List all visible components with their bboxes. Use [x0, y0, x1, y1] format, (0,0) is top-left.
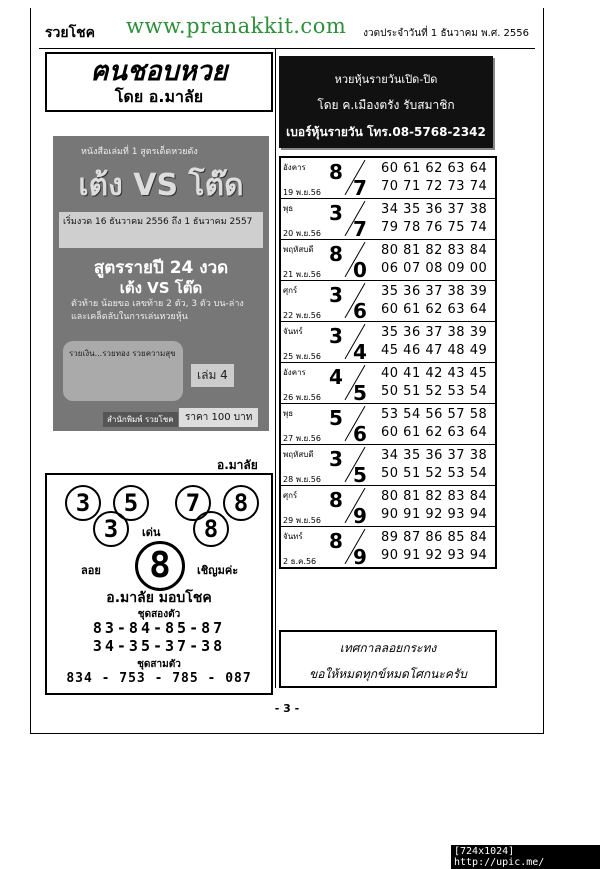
number-set — [381, 447, 491, 483]
promo-price: ราคา 100 บาท — [179, 408, 258, 427]
schedule-day: พฤหัสบดี — [283, 450, 314, 459]
number-row: 50 51 52 53 54 — [381, 384, 488, 399]
schedule-row — [281, 322, 495, 363]
festival-message-box — [279, 630, 497, 688]
schedule-date: 22 พ.ย.56 — [283, 311, 321, 320]
number-row: 35 36 37 38 39 — [381, 284, 488, 299]
schedule-day: อังคาร — [283, 163, 306, 172]
schedule-day: จันทร์ — [283, 532, 303, 541]
schedule-day: พุธ — [283, 409, 294, 418]
key-digit-open: 3 — [329, 201, 343, 225]
key-digits — [329, 158, 373, 198]
circle-number: 3 — [65, 485, 101, 521]
column-title-box — [45, 52, 273, 112]
number-set — [381, 242, 491, 278]
invite-label: เชิญมค่ะ — [197, 564, 239, 577]
key-digit-close: 5 — [353, 381, 367, 405]
website-url[interactable]: www.pranakkit.com — [126, 14, 347, 38]
key-digit-open: 4 — [329, 365, 343, 389]
festival-line1: เทศกาลลอยกระทง — [339, 641, 437, 655]
number-row: 35 36 37 38 39 — [381, 325, 488, 340]
stock-header-line1: หวยหุ้นรายวันเปิด-ปิด — [334, 73, 438, 86]
image-host-stamp: [724x1024] http://upic.me/ — [451, 845, 600, 869]
number-row: 34 35 36 37 38 — [381, 202, 488, 217]
two-digit-row: 34-35-37-38 — [92, 637, 226, 655]
play-label: เด่น — [142, 526, 161, 539]
schedule-row — [281, 158, 495, 199]
header-divider — [39, 48, 535, 49]
circle-number: 3 — [93, 511, 129, 547]
key-digit-open: 8 — [329, 488, 343, 512]
schedule-day: ศุกร์ — [283, 491, 298, 500]
two-digit-row: 83-84-85-87 — [92, 619, 226, 637]
lucky-box-byline: อ.มาลัย — [217, 458, 258, 472]
schedule-day: พุธ — [283, 204, 294, 213]
header-title: รวยโชค — [45, 25, 95, 41]
number-set — [381, 283, 491, 319]
number-set — [381, 324, 491, 360]
schedule-day: อังคาร — [283, 368, 306, 377]
key-digits — [329, 445, 373, 485]
schedule-row — [281, 404, 495, 445]
key-digits — [329, 527, 373, 567]
promo-description: ตัวท้าย น้อยขอ เลขท้าย 2 ตัว, 3 ตัว บน-ล่าง และเคล็ดลับในการเล่นหวยหุ้น — [71, 299, 244, 322]
schedule-date: 21 พ.ย.56 — [283, 270, 321, 279]
key-digit-close: 4 — [353, 340, 367, 364]
schedule-date: 28 พ.ย.56 — [283, 475, 321, 484]
schedule-day: พฤหัสบดี — [283, 245, 314, 254]
schedule-date: 20 พ.ย.56 — [283, 229, 321, 238]
three-digit-label: ชุดสามตัว — [137, 659, 181, 670]
key-digits — [329, 322, 373, 362]
column-title: ฅนชอบหวย — [90, 56, 228, 87]
circle-number: 5 — [113, 485, 149, 521]
key-digits — [329, 404, 373, 444]
main-digit-circle: 8 — [135, 541, 185, 591]
schedule-day: ศุกร์ — [283, 286, 298, 295]
promo-publisher: สำนักพิมพ์ รวยโชค — [103, 412, 178, 427]
schedule-row — [281, 363, 495, 404]
schedule-date: 26 พ.ย.56 — [283, 393, 321, 402]
promo-formula: สูตรรายปี 24 งวด — [93, 258, 229, 278]
daily-schedule-table — [279, 156, 497, 569]
stock-lottery-header — [279, 56, 493, 148]
key-digit-open: 3 — [329, 324, 343, 348]
number-set — [381, 201, 491, 237]
key-digit-open: 8 — [329, 529, 343, 553]
schedule-row — [281, 486, 495, 527]
circle-number: 8 — [193, 511, 229, 547]
key-digit-close: 5 — [353, 463, 367, 487]
signature: อ.มาลัย มอบโชค — [106, 590, 212, 606]
schedule-row — [281, 281, 495, 322]
schedule-row — [281, 527, 495, 567]
number-row: 60 61 62 63 64 — [381, 161, 488, 176]
key-digit-open: 8 — [329, 160, 343, 184]
key-digits — [329, 363, 373, 403]
number-set — [381, 488, 491, 524]
promo-tagline: หนังสือเล่มที่ 1 สูตรเด็ดหวยดัง — [81, 147, 198, 157]
key-digit-open: 8 — [329, 242, 343, 266]
number-row: 90 91 92 93 94 — [381, 548, 488, 563]
column-author: โดย อ.มาลัย — [114, 87, 204, 106]
number-row: 60 61 62 63 64 — [381, 302, 488, 317]
number-row: 50 51 52 53 54 — [381, 466, 488, 481]
issue-date: งวดประจำวันที่ 1 ธันวาคม พ.ศ. 2556 — [363, 28, 529, 39]
key-digit-close: 9 — [353, 504, 367, 528]
key-digits — [329, 281, 373, 321]
page-number: - 3 - — [274, 702, 300, 715]
key-digit-close: 0 — [353, 258, 367, 282]
key-digit-close: 7 — [353, 176, 367, 200]
two-digit-label: ชุดสองตัว — [137, 609, 181, 620]
stock-header-line2: โดย ค.เมืองตรัง รับสมาชิก — [317, 98, 455, 112]
schedule-day: จันทร์ — [283, 327, 303, 336]
schedule-date: 25 พ.ย.56 — [283, 352, 321, 361]
lucky-numbers-box — [45, 473, 273, 695]
festival-line2: ขอให้หมดทุกข์หมดโศกนะครับ — [309, 667, 467, 681]
key-digit-open: 5 — [329, 406, 343, 430]
column-divider — [275, 48, 276, 688]
number-row: 80 81 82 83 84 — [381, 489, 488, 504]
stock-header-phone: เบอร์หุ้นรายวัน โทร.08-5768-2342 — [286, 125, 486, 139]
promo-period — [59, 212, 263, 248]
number-set — [381, 529, 491, 565]
number-row: 40 41 42 43 45 — [381, 366, 488, 381]
key-digit-close: 6 — [353, 299, 367, 323]
schedule-row — [281, 445, 495, 486]
newspaper-page — [30, 8, 544, 734]
circle-number: 8 — [223, 485, 259, 521]
key-digit-open: 3 — [329, 447, 343, 471]
number-set — [381, 160, 491, 196]
number-set — [381, 365, 491, 401]
number-row: 79 78 76 75 74 — [381, 220, 488, 235]
promo-title: เต้ง VS โต๊ด — [78, 168, 244, 203]
float-label: ลอย — [81, 564, 101, 577]
promo-period-text: เริ่มงวด 16 ธันวาคม 2556 ถึง 1 ธันวาคม 2557 — [63, 217, 253, 227]
number-row: 89 87 86 85 84 — [381, 530, 488, 545]
key-digit-close: 9 — [353, 545, 367, 569]
schedule-date: 27 พ.ย.56 — [283, 434, 321, 443]
promo-formula-sub: เต้ง VS โต๊ด — [119, 279, 203, 297]
key-digit-open: 3 — [329, 283, 343, 307]
number-row: 45 46 47 48 49 — [381, 343, 488, 358]
number-row: 70 71 72 73 74 — [381, 179, 488, 194]
key-digit-close: 7 — [353, 217, 367, 241]
number-row: 90 91 92 93 94 — [381, 507, 488, 522]
number-row: 06 07 08 09 00 — [381, 261, 488, 276]
promo-volume: เล่ม 4 — [191, 364, 234, 387]
circle-number: 7 — [175, 485, 211, 521]
schedule-date: 19 พ.ย.56 — [283, 188, 321, 197]
key-digits — [329, 486, 373, 526]
number-row: 80 81 82 83 84 — [381, 243, 488, 258]
key-digit-close: 6 — [353, 422, 367, 446]
number-row: 34 35 36 37 38 — [381, 448, 488, 463]
schedule-date: 29 พ.ย.56 — [283, 516, 321, 525]
schedule-row — [281, 240, 495, 281]
key-digits — [329, 199, 373, 239]
book-advertisement — [53, 136, 269, 431]
three-digit-row: 834 - 753 - 785 - 087 — [66, 671, 252, 686]
schedule-date: 2 ธ.ค.56 — [283, 557, 317, 566]
number-row: 53 54 56 57 58 — [381, 407, 488, 422]
number-set — [381, 406, 491, 442]
promo-flower-badge: รวยเงิน...รวยทอง รวยความสุข — [63, 341, 183, 401]
number-row: 60 61 62 63 64 — [381, 425, 488, 440]
key-digits — [329, 240, 373, 280]
schedule-row — [281, 199, 495, 240]
